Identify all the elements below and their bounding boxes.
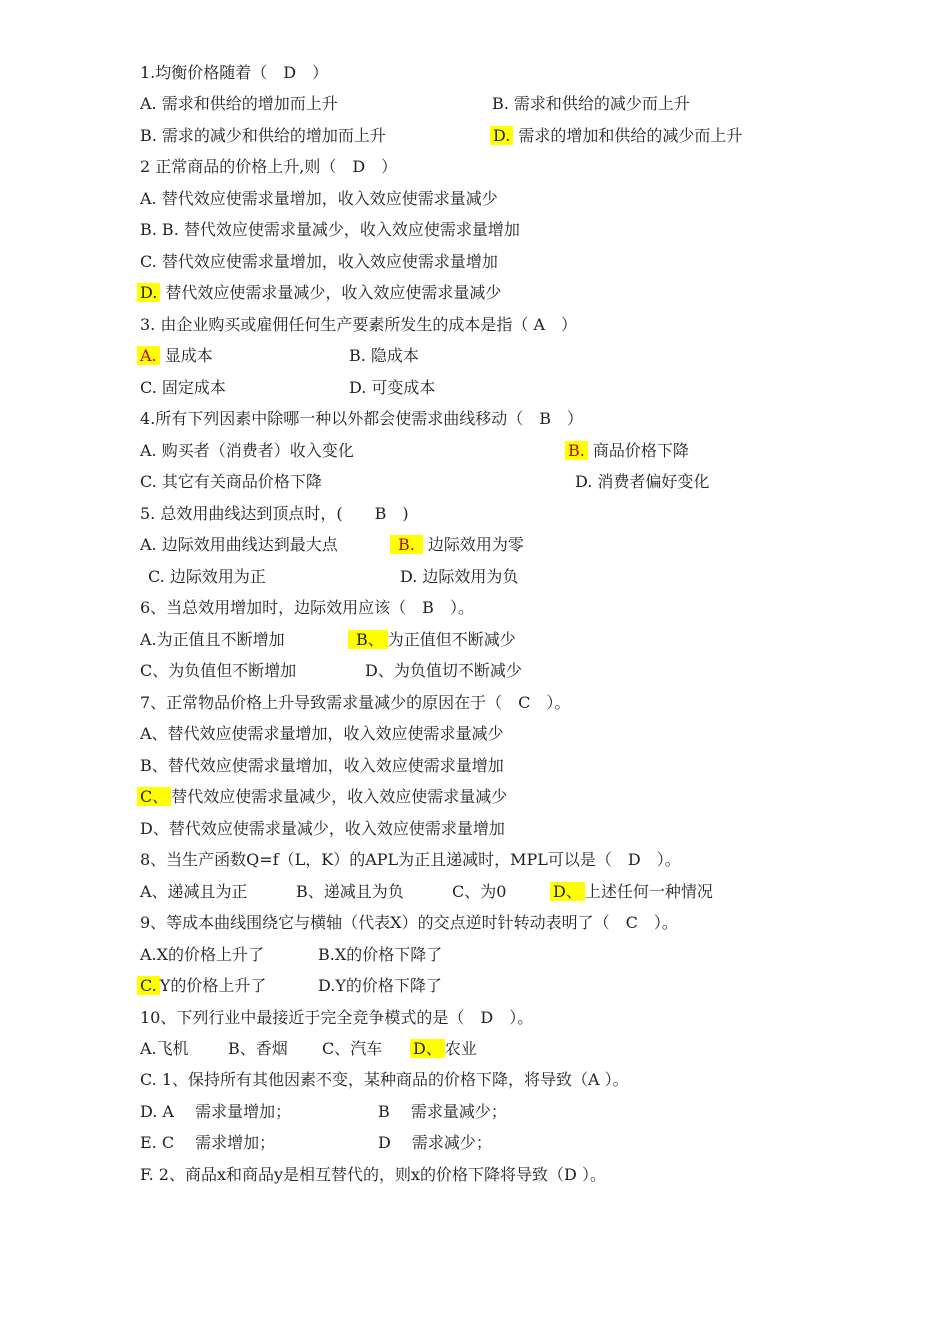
option-text: 显成本 xyxy=(159,346,213,365)
answer-highlight: D. xyxy=(137,283,160,302)
question-3-option-d: D. 可变成本 xyxy=(349,378,436,397)
question-4-option-a: A. 购买者（消费者）收入变化 xyxy=(140,441,354,460)
question-10-option-a: A.飞机 xyxy=(140,1039,189,1058)
question-8-stem: 8、当生产函数Q=f（L，K）的APL为正且递减时，MPL可以是（ D ）。 xyxy=(140,850,681,869)
option-text: 需求的增加和供给的减少而上升 xyxy=(513,126,743,145)
option-text: 替代效应使需求量减少，收入效应使需求量减少 xyxy=(160,283,502,302)
question-1-option-d xyxy=(490,124,742,148)
question-1-option-c: B. 需求的减少和供给的增加而上升 xyxy=(140,126,386,145)
question-1-option-a: A. 需求和供给的增加而上升 xyxy=(140,94,338,113)
question-4-option-d: D. 消费者偏好变化 xyxy=(575,472,710,491)
answer-highlight: C. xyxy=(137,976,160,995)
question-4-stem: 4.所有下列因素中除哪一种以外都会使需求曲线移动（ B ） xyxy=(140,409,584,428)
question-10-option-b: B、香烟 xyxy=(228,1039,288,1058)
option-text: 为正值但不断减少 xyxy=(387,630,516,649)
question-9-option-b: B.X的价格下降了 xyxy=(318,945,443,964)
question-1-option-b: B. 需求和供给的减少而上升 xyxy=(492,94,690,113)
answer-highlight: D、 xyxy=(550,882,585,901)
question-7-option-a: A、替代效应使需求量增加，收入效应使需求量减少 xyxy=(140,724,504,743)
question-7-option-d: D、替代效应使需求量减少，收入效应使需求量增加 xyxy=(140,819,505,838)
extra-question-1-option-c: E. C 需求增加； xyxy=(140,1133,276,1152)
answer-highlight: B、 xyxy=(348,630,388,649)
extra-question-1-option-d: D 需求减少； xyxy=(378,1133,492,1152)
question-5-option-c: C. 边际效用为正 xyxy=(148,567,266,586)
question-7-stem: 7、正常物品价格上升导致需求量减少的原因在于（ C ）。 xyxy=(140,693,571,712)
question-2-option-c: C. 替代效应使需求量增加，收入效应使需求量增加 xyxy=(140,252,498,271)
extra-question-1-stem: C. 1、保持所有其他因素不变，某种商品的价格下降，将导致（A ）。 xyxy=(140,1070,629,1089)
question-9-option-d: D.Y的价格下降了 xyxy=(318,976,442,995)
question-6-option-a: A.为正值且不断增加 xyxy=(140,630,285,649)
question-3-option-c: C. 固定成本 xyxy=(140,378,226,397)
question-2-option-a: A. 替代效应使需求量增加，收入效应使需求量减少 xyxy=(140,189,498,208)
question-6-stem: 6、当总效用增加时，边际效用应该（ B ）。 xyxy=(140,598,474,617)
question-2-option-d xyxy=(137,281,501,305)
question-4-option-b xyxy=(565,439,689,463)
question-9-stem: 9、等成本曲线围绕它与横轴（代表X）的交点逆时针转动表明了（ C ）。 xyxy=(140,913,678,932)
option-text: 上述任何一种情况 xyxy=(584,882,713,901)
question-7-option-c xyxy=(137,785,507,809)
question-9-option-c xyxy=(137,974,266,998)
question-3-option-b: B. 隐成本 xyxy=(349,346,419,365)
question-5-option-a: A. 边际效用曲线达到最大点 xyxy=(140,535,338,554)
answer-highlight: B. xyxy=(390,535,423,554)
question-8-option-b: B、递减且为负 xyxy=(296,882,404,901)
option-text: 替代效应使需求量减少，收入效应使需求量减少 xyxy=(171,787,508,806)
question-2-stem: 2 正常商品的价格上升,则（ D ） xyxy=(140,157,398,176)
question-10-option-c: C、汽车 xyxy=(322,1039,383,1058)
question-9-option-a: A.X的价格上升了 xyxy=(140,945,265,964)
question-3-option-a xyxy=(137,344,213,368)
question-7-option-b: B、替代效应使需求量增加，收入效应使需求量增加 xyxy=(140,756,504,775)
answer-highlight: B. xyxy=(565,441,588,460)
option-text: 商品价格下降 xyxy=(587,441,689,460)
option-text: 农业 xyxy=(444,1039,477,1058)
answer-highlight: D、 xyxy=(410,1039,445,1058)
answer-highlight: C、 xyxy=(137,787,171,806)
question-8-option-d xyxy=(550,880,713,904)
question-5-stem: 5. 总效用曲线达到顶点时，( B ) xyxy=(140,504,409,523)
option-text: Y的价格上升了 xyxy=(159,976,267,995)
question-5-option-d: D. 边际效用为负 xyxy=(400,567,519,586)
question-4-option-c: C. 其它有关商品价格下降 xyxy=(140,472,322,491)
question-1-stem: 1.均衡价格随着（ D ） xyxy=(140,63,329,82)
answer-highlight: A. xyxy=(137,346,160,365)
question-3-stem: 3. 由企业购买或雇佣任何生产要素所发生的成本是指（ A ） xyxy=(140,315,577,334)
question-6-option-b xyxy=(348,628,516,652)
extra-question-2-stem: F. 2、商品x和商品y是相互替代的，则x的价格下降将导致（D ）。 xyxy=(140,1165,606,1184)
question-8-option-a: A、递减且为正 xyxy=(140,882,248,901)
question-6-option-c: C、为负值但不断增加 xyxy=(140,661,297,680)
question-10-stem: 10、下列行业中最接近于完全竞争模式的是（ D ）。 xyxy=(140,1008,534,1027)
question-2-option-b: B. B. 替代效应使需求量减少，收入效应使需求量增加 xyxy=(140,220,520,239)
question-10-option-d xyxy=(410,1037,477,1061)
extra-question-1-option-a: D. A 需求量增加； xyxy=(140,1102,292,1121)
answer-highlight: D. xyxy=(490,126,513,145)
question-8-option-c: C、为0 xyxy=(452,882,507,901)
question-6-option-d: D、为负值切不断减少 xyxy=(365,661,522,680)
option-text: 边际效用为零 xyxy=(422,535,524,554)
question-5-option-b xyxy=(390,533,524,557)
extra-question-1-option-b: B 需求量减少； xyxy=(378,1102,507,1121)
